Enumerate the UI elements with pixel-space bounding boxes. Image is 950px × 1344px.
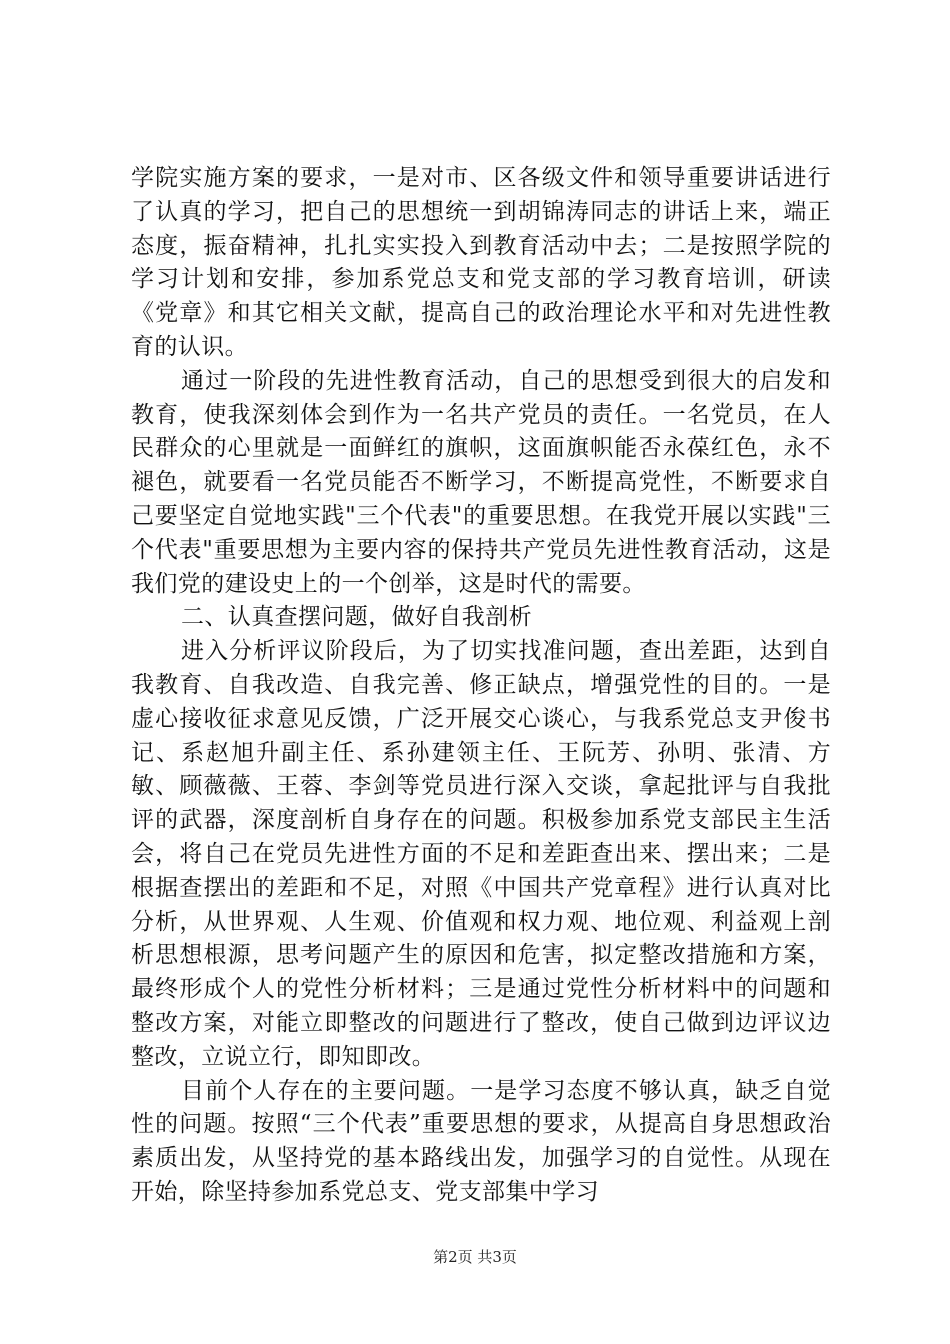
paragraph-education-reflection: 通过一阶段的先进性教育活动，自己的思想受到很大的启发和教育，使我深刻体会到作为一名共产党员的责任。一名党员，在人民群众的心里就是一面鲜红的旗帜，这面旗帜能否永葆红色，永不褪色，就要看一名党员能否不断学习，不断提高党性，不断要求自己要坚定自觉地实践"三个代表"的重要思想。在我党开展以实践"三个代表"重要思想为主要内容的保持共产党员先进性教育活动，这是我们党的建设史上的一个创举，这是时代的需要。 [131,367,831,597]
document-body [131,162,831,1210]
paragraph-analysis-stage: 进入分析评议阶段后，为了切实找准问题，查出差距，达到自我教育、自我改造、自我完善、修正缺点，增强党性的目的。一是虚心接收征求意见反馈，广泛开展交心谈心，与我系党总支尹俊书记、系赵旭升副主任、系孙建领主任、王阮芳、孙明、张清、方敏、顾薇薇、王蓉、李剑等党员进行深入交谈，拿起批评与自我批评的武器，深度剖析自身存在的问题。积极参加系党支部民主生活会，将自己在党员先进性方面的不足和差距查出来、摆出来；二是根据查摆出的差距和不足，对照《中国共产党章程》进行认真对比分析，从世界观、人生观、价值观和权力观、地位观、利益观上剖析思想根源，思考问题产生的原因和危害，拟定整改措施和方案，最终形成个人的党性分析材料；三是通过党性分析材料中的问题和整改方案，对能立即整改的问题进行了整改，使自己做到边评议边整改，立说立行，即知即改。 [131,638,831,1070]
paragraph-current-problems: 目前个人存在的主要问题。一是学习态度不够认真，缺乏自觉性的问题。按照“三个代表”重要思想的要求，从提高自身思想政治素质出发，从坚持党的基本路线出发，加强学习的自觉性。从现在开始，除坚持参加系党总支、党支部集中学习 [131,1077,831,1205]
section-heading: 二、认真查摆问题，做好自我剖析 [181,604,532,631]
paragraph-continuation: 学院实施方案的要求，一是对市、区各级文件和领导重要讲话进行了认真的学习，把自己的思想统一到胡锦涛同志的讲话上来，端正态度，振奋精神，扎扎实实投入到教育活动中去；二是按照学院的学习计划和安排，参加系党总支和党支部的学习教育培训，研读《党章》和其它相关文献，提高自己的政治理论水平和对先进性教育的认识。 [131,165,831,360]
page-footer: 第2页 共3页 [433,1248,517,1266]
